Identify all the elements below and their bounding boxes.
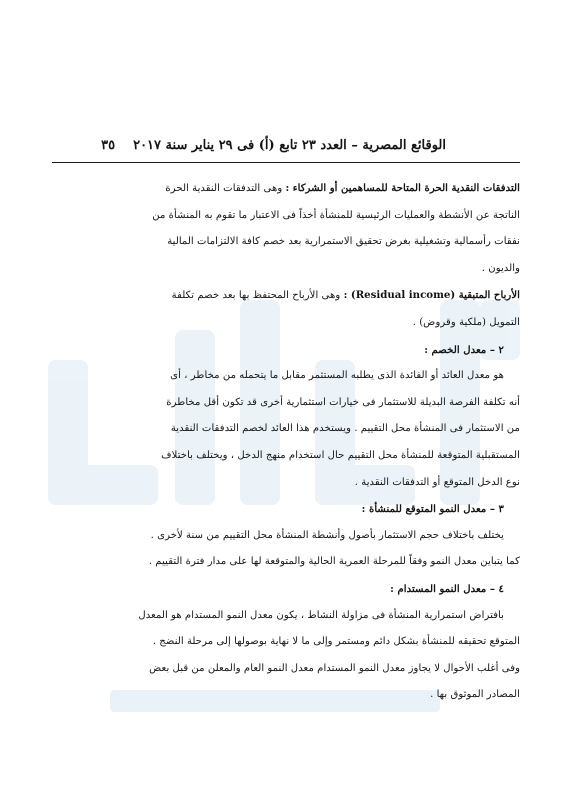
paragraph-line: الناتجة عن الأنشطة والعمليات الرئيسية للمنشأة أخذاً فى الاعتبار ما تقوم به المنشأة من: [152, 209, 520, 221]
paragraph-line: المصادر الموثوق بها .: [430, 689, 520, 701]
paragraph-line: المتوقع تحقيقه للمنشأة بشكل دائم ومستمر وإلى ما لا نهاية بوصولها إلى مرحلة النضج .: [152, 636, 520, 648]
page-header: [52, 138, 520, 158]
paragraph-line: الأرباح المتبقية (Residual income) : وهى الأرباح المحتفظ بها بعد خصم تكلفة: [171, 289, 520, 302]
section-heading-discount-rate: ٢ – معدل الخصم :: [424, 343, 504, 356]
term-residual-income: الأرباح المتبقية (Residual income) :: [343, 289, 520, 302]
paragraph-line: هو معدل العائد أو الفائدة الذى يطلبه المستثمر مقابل ما يتحمله من مخاطر ، أى: [170, 370, 504, 382]
paragraph-line: بافتراض استمرارية المنشأة فى مزاولة النشاط ، يكون معدل النمو المستدام هو المعدل: [138, 609, 504, 621]
paragraph-line: التمويل (ملكية وقروض) .: [412, 316, 520, 328]
paragraph-line: وفى أغلب الأحوال لا يجاوز معدل النمو المستدام معدل النمو العام والمعلن من قبل بعض: [149, 662, 520, 674]
paragraph-line: يختلف باختلاف حجم الاستثمار بأصول وأنشطة المنشأة محل التقييم من سنة لأخرى .: [150, 529, 504, 541]
section-heading-sustainable-growth: ٤ – معدل النمو المستدام :: [390, 582, 504, 595]
header-title: الوقائع المصرية – العدد ٢٣ تابع (أ) فى ٢٩ يناير سنة ٢٠١٧: [133, 138, 446, 153]
section-heading-expected-growth: ٣ – معدل النمو المتوقع للمنشأة :: [361, 503, 504, 516]
header-rule: [52, 162, 520, 163]
paragraph-line: المستقبلية المتوقعة للمنشأة محل التقييم حال استخدام منهج الدخل ، ويختلف باختلاف: [161, 449, 520, 461]
page-body: [52, 175, 520, 709]
paragraph-line: والديون .: [481, 262, 520, 274]
paragraph-line: من الاستثمار فى المنشأة محل التقييم . ويستخدم هذا العائد لخصم التدفقات النقدية: [170, 423, 520, 435]
paragraph-line: أنه تكلفة الفرصة البديلة للاستثمار فى خيارات استثمارية أخرى قد تكون أقل مخاطرة: [166, 396, 520, 408]
gazette-page: [52, 138, 520, 709]
page-number: ٣٥: [101, 138, 116, 153]
paragraph-line: نفقات رأسمالية وتشغيلية بغرض تحقيق الاستمرارية بعد خصم كافة الالتزامات المالية: [167, 236, 520, 248]
paragraph-line: كما يتباين معدل النمو وفقاً للمرحلة العمرية الحالية والمتوقعة لها على مدار فترة التقييم .: [148, 556, 520, 568]
paragraph-line: التدفقات النقدية الحرة المتاحة للمساهمين أو الشركاء : وهى التدفقات النقدية الحرة: [165, 182, 520, 194]
term-free-cash-flow: التدفقات النقدية الحرة المتاحة للمساهمين أو الشركاء :: [285, 182, 520, 194]
paragraph-line: نوع الدخل المتوقع أو التدفقات النقدية .: [354, 476, 520, 488]
